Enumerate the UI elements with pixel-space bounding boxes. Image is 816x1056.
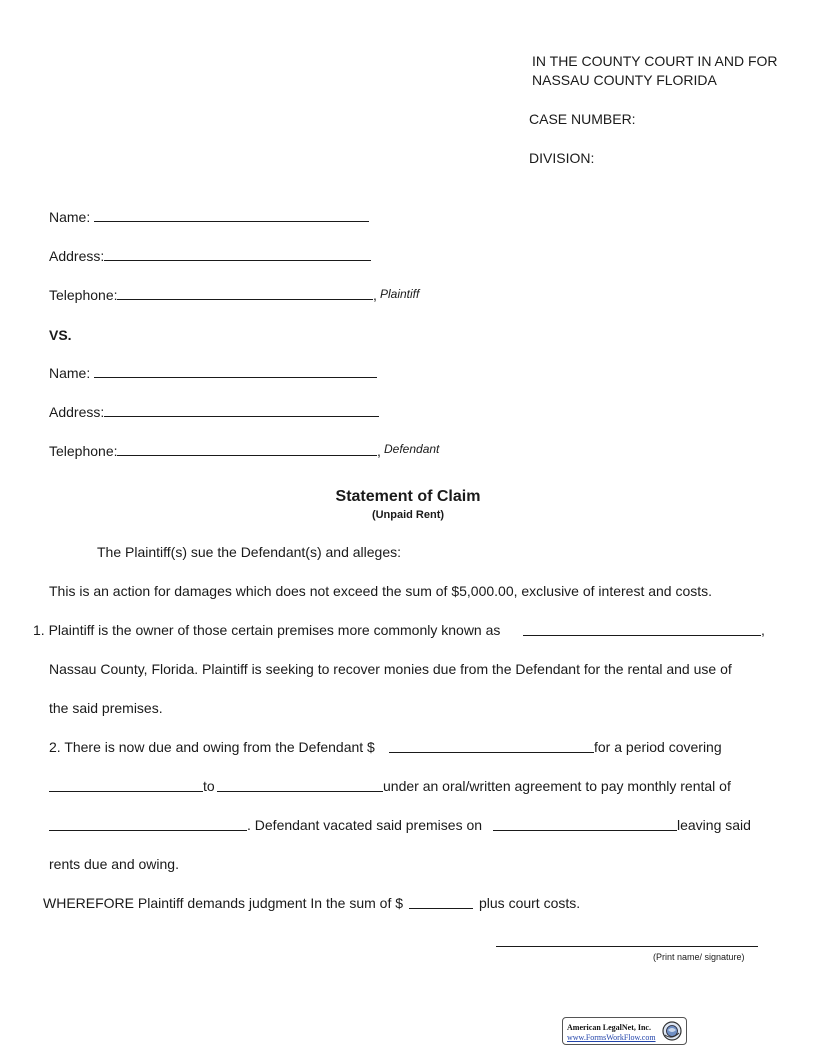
plaintiff-telephone-field[interactable] — [117, 299, 373, 300]
period-start-field[interactable] — [49, 791, 203, 792]
paragraph-2-period: for a period covering — [594, 739, 722, 755]
plaintiff-address-label: Address: — [49, 248, 105, 264]
intro-text: The Plaintiff(s) sue the Defendant(s) and alleges: — [97, 544, 402, 560]
period-end-field[interactable] — [217, 791, 383, 792]
action-text: This is an action for damages which does not exceed the sum of $5,000.00, exclusive of interest and costs. — [49, 583, 713, 599]
paragraph-2-agreement: under an oral/written agreement to pay monthly rental of — [383, 778, 731, 794]
defendant-name-label: Name: — [49, 365, 91, 381]
paragraph-2-vacated: . Defendant vacated said premises on — [247, 817, 483, 833]
plaintiff-role-label: Plaintiff — [380, 287, 420, 301]
plaintiff-telephone-label: Telephone: — [49, 287, 118, 303]
paragraph-2-leaving: leaving said — [677, 817, 751, 833]
paragraph-2-end: rents due and owing. — [49, 856, 179, 872]
signature-line[interactable] — [496, 946, 758, 947]
premises-address-field[interactable] — [523, 635, 761, 636]
logo-website-link[interactable]: www.FormsWorkFlow.com — [567, 1033, 656, 1042]
statement-subtitle: (Unpaid Rent) — [371, 509, 445, 521]
logo-company-name: American LegalNet, Inc. — [567, 1023, 651, 1032]
defendant-address-label: Address: — [49, 404, 105, 420]
vs-label: VS. — [49, 327, 72, 343]
plaintiff-address-field[interactable] — [104, 260, 371, 261]
defendant-role-comma: , — [377, 443, 381, 459]
case-number-label: CASE NUMBER: — [529, 111, 636, 127]
defendant-role-label: Defendant — [384, 442, 440, 456]
paragraph-2-start: 2. There is now due and owing from the Defendant $ — [49, 739, 375, 755]
division-label: DIVISION: — [529, 150, 595, 166]
paragraph-1-line2: Nassau County, Florida. Plaintiff is seeking to recover monies due from the Defendant for the rental and use of — [49, 661, 732, 677]
defendant-address-field[interactable] — [104, 416, 379, 417]
legalnet-logo — [562, 1017, 687, 1045]
defendant-telephone-label: Telephone: — [49, 443, 118, 459]
statement-title: Statement of Claim — [335, 488, 481, 505]
monthly-rental-field[interactable] — [49, 830, 247, 831]
defendant-name-field[interactable] — [94, 377, 377, 378]
paragraph-1-line3: the said premises. — [49, 700, 163, 716]
signature-caption: (Print name/ signature) — [653, 952, 745, 962]
wherefore-end: plus court costs. — [479, 895, 581, 911]
judgment-amount-field[interactable] — [409, 908, 473, 909]
court-name-line1: IN THE COUNTY COURT IN AND FOR — [532, 53, 778, 69]
paragraph-2-to: to — [203, 778, 215, 794]
vacated-date-field[interactable] — [493, 830, 677, 831]
plaintiff-name-field[interactable] — [94, 221, 369, 222]
paragraph-1-start: 1. Plaintiff is the owner of those certain premises more commonly known as — [33, 622, 501, 638]
wherefore-start: WHEREFORE Plaintiff demands judgment In the sum of $ — [43, 895, 404, 911]
plaintiff-name-label: Name: — [49, 209, 91, 225]
amount-due-field[interactable] — [389, 752, 594, 753]
defendant-telephone-field[interactable] — [117, 455, 377, 456]
globe-icon — [662, 1021, 682, 1041]
paragraph-1-comma: , — [761, 622, 765, 638]
plaintiff-role-comma: , — [373, 287, 377, 303]
court-name-line2: NASSAU COUNTY FLORIDA — [532, 72, 717, 88]
